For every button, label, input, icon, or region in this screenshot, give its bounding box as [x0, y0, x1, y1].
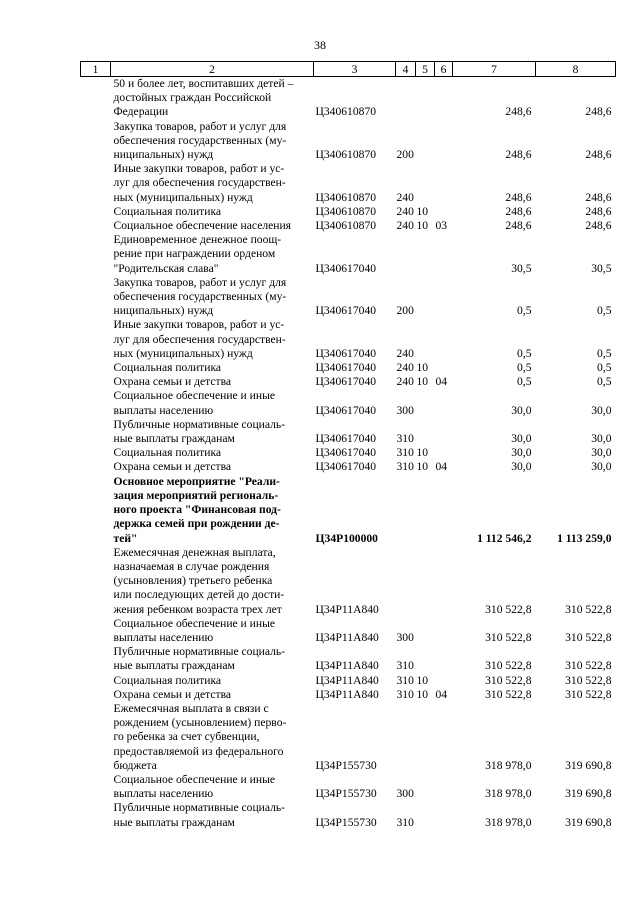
- row-number-cell: [81, 418, 111, 446]
- row-code-cell: Ц34Р11А840: [315, 602, 379, 616]
- row-code-cell: Ц340610870: [315, 148, 377, 162]
- row-amount-2024-cell: 319 690,8: [565, 787, 612, 801]
- row-amount-2024-cell: 319 690,8: [565, 758, 612, 772]
- row-section-cell: [416, 389, 435, 417]
- row-expense-type-cell: 200: [396, 148, 414, 162]
- row-number-cell: [81, 120, 111, 163]
- row-expense-type-cell: 300: [396, 787, 414, 801]
- row-expense-type-cell: 310: [396, 432, 414, 446]
- row-name-cell: Социальная политика: [113, 446, 222, 460]
- row-subsection-cell: [435, 773, 453, 801]
- row-amount-2024-cell: 0,5: [597, 361, 612, 375]
- row-expense-type-cell: 240: [396, 375, 414, 389]
- row-amount-2024-cell: 30,0: [591, 403, 612, 417]
- row-amount-2024-cell: 310 522,8: [565, 673, 612, 687]
- row-subsection-cell: [435, 801, 453, 829]
- page-number: 38: [314, 38, 326, 52]
- row-number-cell: [81, 276, 111, 319]
- row-number-cell: [81, 162, 111, 205]
- row-code-cell: Ц340610870: [315, 190, 377, 204]
- table-row: [81, 702, 616, 773]
- row-amount-2023-cell: 310 522,8: [485, 687, 532, 701]
- row-amount-2024-cell: 30,5: [591, 261, 612, 275]
- row-amount-2023-cell: 30,0: [511, 446, 532, 460]
- row-section-cell: 10: [416, 460, 429, 474]
- row-subsection-cell: [435, 77, 453, 120]
- row-subsection-cell: [435, 674, 453, 688]
- row-amount-2024-cell: 0,5: [597, 304, 612, 318]
- row-amount-2024-cell: 0,5: [597, 346, 612, 360]
- row-amount-2023-cell: 30,5: [511, 261, 532, 275]
- row-number-cell: [81, 318, 111, 361]
- row-amount-2024-cell: 30,0: [591, 460, 612, 474]
- row-name-cell: Закупка товаров, работ и услуг для обеспечения государственных (му- ниципальных) нужд: [113, 119, 287, 162]
- row-name-cell: Публичные нормативные социаль- ные выплаты гражданам: [113, 417, 286, 446]
- row-expense-type-cell: [396, 233, 416, 276]
- row-amount-2023-cell: 310 522,8: [485, 630, 532, 644]
- row-number-cell: [81, 233, 111, 276]
- row-subsection-cell: [435, 205, 453, 219]
- row-amount-2024-cell: 248,6: [585, 105, 612, 119]
- table-body: [81, 77, 616, 830]
- row-amount-2024-cell: 310 522,8: [565, 659, 612, 673]
- row-subsection-cell: [435, 702, 453, 773]
- row-expense-type-cell: 310: [396, 815, 414, 829]
- row-expense-type-cell: 240: [396, 346, 414, 360]
- row-name-cell: 50 и более лет, воспитавших детей – достойных граждан Российской Федерации: [113, 77, 294, 119]
- row-subsection-cell: 04: [435, 375, 448, 389]
- row-code-cell: Ц340617040: [315, 261, 377, 275]
- row-section-cell: [416, 645, 435, 673]
- row-expense-type-cell: 300: [396, 403, 414, 417]
- row-section-cell: 10: [416, 446, 429, 460]
- header-col-5: 5: [416, 62, 435, 77]
- row-expense-type-cell: 310: [396, 659, 414, 673]
- row-name-cell: Социальная политика: [113, 361, 222, 375]
- row-section-cell: [416, 162, 435, 205]
- table-row: [81, 773, 616, 801]
- row-name-cell: Публичные нормативные социаль- ные выплаты гражданам: [113, 801, 286, 829]
- budget-table: [80, 61, 616, 830]
- row-code-cell: Ц340610870: [315, 204, 377, 218]
- table-row: [81, 688, 616, 702]
- row-amount-2024-cell: 30,0: [591, 432, 612, 446]
- row-section-cell: 10: [416, 673, 429, 687]
- row-number-cell: [81, 361, 111, 375]
- row-subsection-cell: [435, 645, 453, 673]
- row-amount-2023-cell: 318 978,0: [485, 815, 532, 829]
- row-amount-2024-cell: 319 690,8: [565, 815, 612, 829]
- row-expense-type-cell: [396, 77, 416, 120]
- row-subsection-cell: [435, 162, 453, 205]
- row-subsection-cell: 04: [435, 460, 448, 474]
- row-amount-2023-cell: 310 522,8: [485, 659, 532, 673]
- row-number-cell: [81, 375, 111, 389]
- row-code-cell: Ц340617040: [315, 460, 377, 474]
- row-expense-type-cell: 240: [396, 190, 414, 204]
- row-section-cell: 10: [416, 361, 429, 375]
- row-code-cell: Ц340610870: [315, 105, 377, 119]
- row-name-cell: Социальное обеспечение и иные выплаты населению: [113, 616, 276, 644]
- row-name-cell: Охрана семьи и детства: [113, 375, 232, 389]
- row-amount-2024-cell: 310 522,8: [565, 602, 612, 616]
- row-name-cell: Закупка товаров, работ и услуг для обеспечения государственных (му- ниципальных) нужд: [113, 275, 287, 318]
- row-section-cell: 10: [416, 219, 429, 233]
- row-code-cell: Ц340617040: [315, 446, 377, 460]
- row-amount-2023-cell: 0,5: [517, 304, 532, 318]
- header-col-7: 7: [453, 62, 536, 77]
- row-code-cell: Ц340617040: [315, 432, 377, 446]
- row-amount-2023-cell: 248,6: [505, 219, 532, 233]
- row-number-cell: [81, 674, 111, 688]
- header-col-6: 6: [435, 62, 453, 77]
- row-code-cell: Ц340617040: [315, 346, 377, 360]
- row-name-cell: Социальное обеспечение и иные выплаты населению: [113, 772, 276, 801]
- row-expense-type-cell: 300: [396, 630, 414, 644]
- row-code-cell: Ц34Р11А840: [315, 673, 379, 687]
- row-code-cell: Ц34Р155730: [315, 758, 377, 772]
- row-amount-2023-cell: 0,5: [517, 346, 532, 360]
- row-section-cell: 10: [416, 204, 429, 218]
- row-name-cell: Публичные нормативные социаль- ные выплаты гражданам: [113, 645, 286, 673]
- row-subsection-cell: [435, 233, 453, 276]
- row-section-cell: [416, 475, 435, 546]
- row-amount-2023-cell: 0,5: [517, 375, 532, 389]
- row-expense-type-cell: [396, 475, 416, 546]
- table-row: [81, 276, 616, 319]
- row-amount-2023-cell: 1 112 546,2: [477, 531, 532, 545]
- row-amount-2023-cell: 248,6: [505, 148, 532, 162]
- table-row: [81, 460, 616, 474]
- row-subsection-cell: [435, 617, 453, 645]
- row-subsection-cell: [435, 475, 453, 546]
- table-row: [81, 674, 616, 688]
- row-subsection-cell: [435, 389, 453, 417]
- row-name-cell: Иные закупки товаров, работ и ус- луг для обеспечения государствен- ных (муниципальных) нужд: [113, 318, 286, 360]
- row-expense-type-cell: [396, 546, 416, 617]
- row-number-cell: [81, 645, 111, 673]
- header-col-1: 1: [81, 62, 111, 77]
- table-row: [81, 446, 616, 460]
- row-name-cell: Социальное обеспечение и иные выплаты населению: [113, 389, 276, 417]
- table-row: [81, 219, 616, 233]
- row-code-cell: Ц34Р155730: [315, 787, 377, 801]
- row-amount-2023-cell: 30,0: [511, 432, 532, 446]
- row-section-cell: [416, 77, 435, 120]
- row-amount-2024-cell: 0,5: [597, 375, 612, 389]
- row-name-cell: Основное мероприятие "Реали- зация мероприятий региональ- ного проекта "Финансовая под- держка семей при рождении де- тей": [113, 474, 281, 545]
- row-name-cell: Единовременное денежное поощ- рение при награждении орденом "Родительская слава": [113, 233, 282, 275]
- row-amount-2023-cell: 248,6: [505, 204, 532, 218]
- header-col-4: 4: [396, 62, 416, 77]
- row-amount-2023-cell: 318 978,0: [485, 787, 532, 801]
- row-code-cell: Ц340617040: [315, 304, 377, 318]
- row-number-cell: [81, 773, 111, 801]
- row-subsection-cell: [435, 361, 453, 375]
- row-name-cell: Охрана семьи и детства: [113, 687, 232, 701]
- row-amount-2024-cell: 310 522,8: [565, 687, 612, 701]
- row-code-cell: Ц340617040: [315, 361, 377, 375]
- row-name-cell: Социальная политика: [113, 204, 222, 218]
- row-amount-2023-cell: 318 978,0: [485, 758, 532, 772]
- row-name-cell: Социальная политика: [113, 673, 222, 687]
- row-section-cell: 10: [416, 687, 429, 701]
- row-expense-type-cell: 310: [396, 460, 414, 474]
- table-row: [81, 233, 616, 276]
- row-amount-2023-cell: 248,6: [505, 105, 532, 119]
- header-col-3: 3: [314, 62, 396, 77]
- row-section-cell: [416, 546, 435, 617]
- header-row: [81, 62, 616, 77]
- row-amount-2024-cell: 248,6: [585, 190, 612, 204]
- row-amount-2024-cell: 248,6: [585, 148, 612, 162]
- row-amount-2024-cell: 248,6: [585, 219, 612, 233]
- row-subsection-cell: [435, 276, 453, 319]
- row-section-cell: [416, 120, 435, 163]
- table-row: [81, 120, 616, 163]
- row-number-cell: [81, 389, 111, 417]
- row-section-cell: [416, 418, 435, 446]
- header-col-8: 8: [536, 62, 616, 77]
- row-amount-2024-cell: 1 113 259,0: [557, 531, 612, 545]
- row-amount-2023-cell: 0,5: [517, 361, 532, 375]
- row-name-cell: Охрана семьи и детства: [113, 460, 232, 474]
- row-code-cell: Ц34Р11А840: [315, 630, 379, 644]
- row-code-cell: Ц34Р155730: [315, 815, 377, 829]
- row-section-cell: [416, 801, 435, 829]
- row-number-cell: [81, 475, 111, 546]
- table-row: [81, 162, 616, 205]
- table-header: [81, 62, 616, 77]
- row-code-cell: Ц340617040: [315, 403, 377, 417]
- table-row: [81, 361, 616, 375]
- row-expense-type-cell: [396, 702, 416, 773]
- row-number-cell: [81, 617, 111, 645]
- table-row: [81, 546, 616, 617]
- row-expense-type-cell: 310: [396, 673, 414, 687]
- table-row: [81, 475, 616, 546]
- row-code-cell: Ц34Р11А840: [315, 659, 379, 673]
- row-section-cell: [416, 233, 435, 276]
- table-row: [81, 375, 616, 389]
- table-row: [81, 645, 616, 673]
- row-expense-type-cell: 310: [396, 687, 414, 701]
- row-number-cell: [81, 446, 111, 460]
- table-row: [81, 801, 616, 829]
- table-row: [81, 617, 616, 645]
- row-number-cell: [81, 702, 111, 773]
- table-row: [81, 205, 616, 219]
- row-subsection-cell: [435, 418, 453, 446]
- row-code-cell: Ц340610870: [315, 219, 377, 233]
- row-section-cell: [416, 773, 435, 801]
- row-name-cell: Ежемесячная выплата в связи с рождением (усыновлением) перво- го ребенка за счет субвенции, предоставляемой из федерального бюджета: [113, 701, 287, 772]
- row-expense-type-cell: 240: [396, 204, 414, 218]
- row-subsection-cell: [435, 546, 453, 617]
- row-code-cell: Ц34Р11А840: [315, 687, 379, 701]
- table-row: [81, 389, 616, 417]
- row-subsection-cell: [435, 318, 453, 361]
- row-number-cell: [81, 77, 111, 120]
- row-amount-2024-cell: 248,6: [585, 204, 612, 218]
- row-amount-2023-cell: 248,6: [505, 190, 532, 204]
- row-subsection-cell: [435, 120, 453, 163]
- row-expense-type-cell: 240: [396, 361, 414, 375]
- row-number-cell: [81, 688, 111, 702]
- row-number-cell: [81, 219, 111, 233]
- row-subsection-cell: 04: [435, 687, 448, 701]
- row-amount-2023-cell: 310 522,8: [485, 602, 532, 616]
- row-code-cell: Ц34Р100000: [315, 531, 378, 545]
- row-amount-2023-cell: 310 522,8: [485, 673, 532, 687]
- row-section-cell: [416, 276, 435, 319]
- row-number-cell: [81, 546, 111, 617]
- row-amount-2024-cell: 310 522,8: [565, 630, 612, 644]
- row-subsection-cell: [435, 446, 453, 460]
- row-amount-2023-cell: 30,0: [511, 403, 532, 417]
- row-name-cell: Ежемесячная денежная выплата, назначаемая в случае рождения (усыновления) третьего ребенка или последующих детей до дости- жения ребенком возраста трех лет: [113, 545, 285, 616]
- row-code-cell: Ц340617040: [315, 375, 377, 389]
- row-name-cell: Иные закупки товаров, работ и ус- луг для обеспечения государствен- ных (муниципальных) нужд: [113, 162, 286, 204]
- row-expense-type-cell: 240: [396, 219, 414, 233]
- row-name-cell: Социальное обеспечение населения: [113, 219, 292, 233]
- table-row: [81, 318, 616, 361]
- row-number-cell: [81, 205, 111, 219]
- row-number-cell: [81, 460, 111, 474]
- row-subsection-cell: 03: [435, 219, 448, 233]
- row-section-cell: [416, 318, 435, 361]
- row-expense-type-cell: 310: [396, 446, 414, 460]
- row-section-cell: [416, 702, 435, 773]
- row-section-cell: 10: [416, 375, 429, 389]
- row-amount-2024-cell: 30,0: [591, 446, 612, 460]
- table-row: [81, 418, 616, 446]
- table-row: [81, 77, 616, 120]
- row-section-cell: [416, 617, 435, 645]
- row-number-cell: [81, 801, 111, 829]
- row-amount-2023-cell: 30,0: [511, 460, 532, 474]
- row-expense-type-cell: 200: [396, 304, 414, 318]
- header-col-2: 2: [111, 62, 314, 77]
